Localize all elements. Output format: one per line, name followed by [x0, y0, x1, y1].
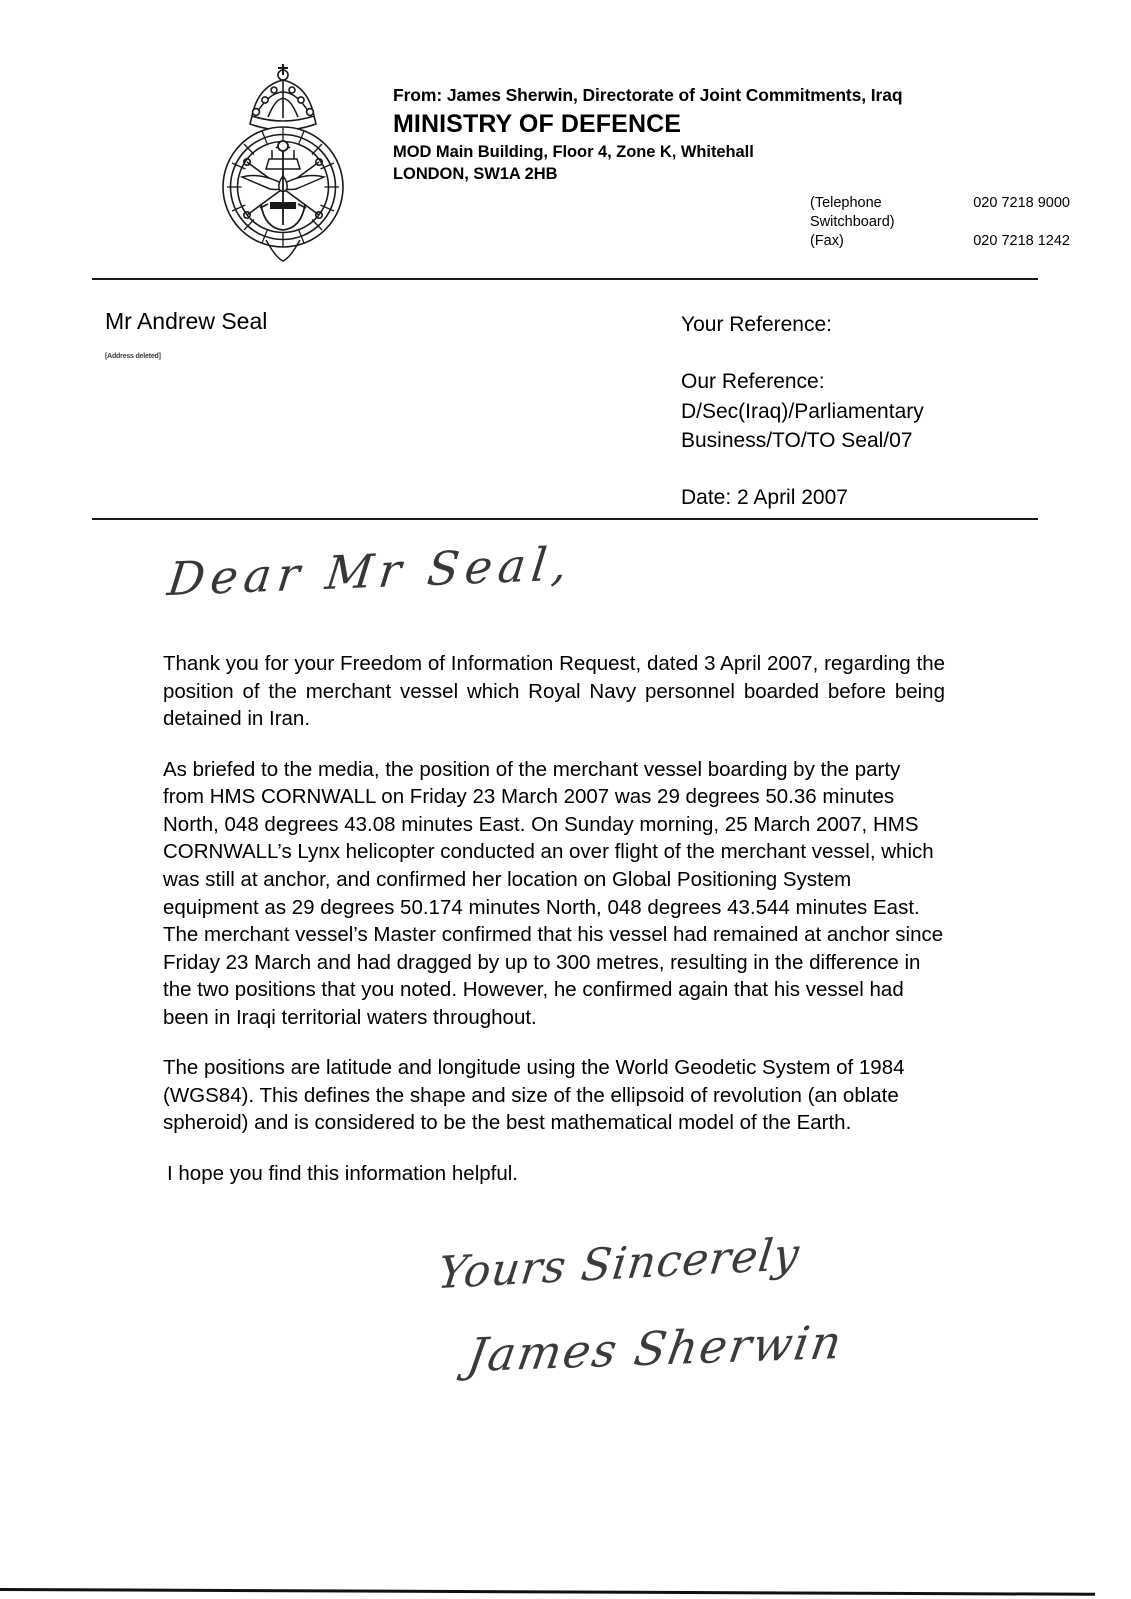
- our-reference-line-1: D/Sec(Iraq)/Parliamentary: [681, 399, 924, 423]
- our-reference-line-2: Business/TO/TO Seal/07: [681, 429, 913, 453]
- body-paragraph-1: Thank you for your Freedom of Information Request, dated 3 April 2007, regarding the position of the merchant vessel which Royal Navy personnel boarded before being detained in Iran.: [163, 652, 945, 731]
- mod-crest-icon: [198, 62, 368, 262]
- telephone-label-continued: Switchboard): [810, 214, 895, 231]
- address-line-1: MOD Main Building, Floor 4, Zone K, Whitehall: [393, 142, 754, 161]
- handwritten-valediction: Yours Sincerely: [434, 1228, 803, 1300]
- body-closing-line: I hope you find this information helpful.: [167, 1162, 518, 1185]
- letter-date: Date: 2 April 2007: [681, 486, 848, 510]
- handwritten-signature: James Sherwin: [463, 1314, 848, 1383]
- handwritten-salutation: Dear Mr Seal,: [164, 536, 577, 607]
- reference-divider-rule: [92, 518, 1038, 520]
- fax-value: 020 7218 1242: [973, 233, 1070, 250]
- letterhead: [0, 62, 1131, 262]
- fax-label: (Fax): [810, 233, 844, 250]
- our-reference-label: Our Reference:: [681, 369, 825, 393]
- telephone-row: [810, 194, 1070, 213]
- from-line: From: James Sherwin, Directorate of Joint Commitments, Iraq: [393, 85, 903, 105]
- recipient-block: [105, 308, 525, 360]
- recipient-name: Mr Andrew Seal: [105, 308, 268, 334]
- address-line-2: LONDON, SW1A 2HB: [393, 165, 558, 184]
- body-paragraph-2: As briefed to the media, the position of the merchant vessel boarding by the party from HMS CORNWALL on Friday 23 March 2007 was 29 degrees 50.36 minutes North, 048 degrees 43.08 minutes East. On Sunday morning, 25 March 2007, HMS CORNWALL’s Lynx helicopter conducted an over flight of the merchant vessel, which was still at anchor, and confirmed her location on Global Positioning System equipment as 29 degrees 50.174 minutes North, 048 degrees 43.544 minutes East. The merchant vessel’s Master confirmed that his vessel had remained at anchor since Friday 23 March and had dragged by up to 300 metres, resulting in the difference in the two positions that you noted. However, he confirmed again that his vessel had been in Iraqi territorial waters throughout.: [163, 757, 944, 1029]
- header-divider-rule: [92, 278, 1038, 280]
- reference-block: [681, 310, 1081, 513]
- reference-spacer-1: [681, 340, 1081, 367]
- scan-edge-artifact: [0, 1588, 1095, 1596]
- your-reference-label: Your Reference:: [681, 313, 832, 336]
- body-paragraph-3: The positions are latitude and longitude using the World Geodetic System of 1984 (WGS84). This defines the shape and size of the ellipsoid of revolution (an oblate spheroid) and is considered to be the best mathematical model of the Earth.: [163, 1056, 905, 1135]
- contact-block: [810, 194, 1070, 251]
- letter-body: [163, 650, 945, 1188]
- telephone-label: (Telephone: [810, 195, 882, 211]
- fax-row: [810, 232, 1070, 251]
- address-redaction-note: [Address deleted]: [105, 352, 161, 360]
- reference-spacer-2: [681, 456, 1081, 483]
- department-title: MINISTRY OF DEFENCE: [393, 110, 682, 139]
- from-block: [393, 84, 1033, 186]
- telephone-value: 020 7218 9000: [973, 195, 1070, 211]
